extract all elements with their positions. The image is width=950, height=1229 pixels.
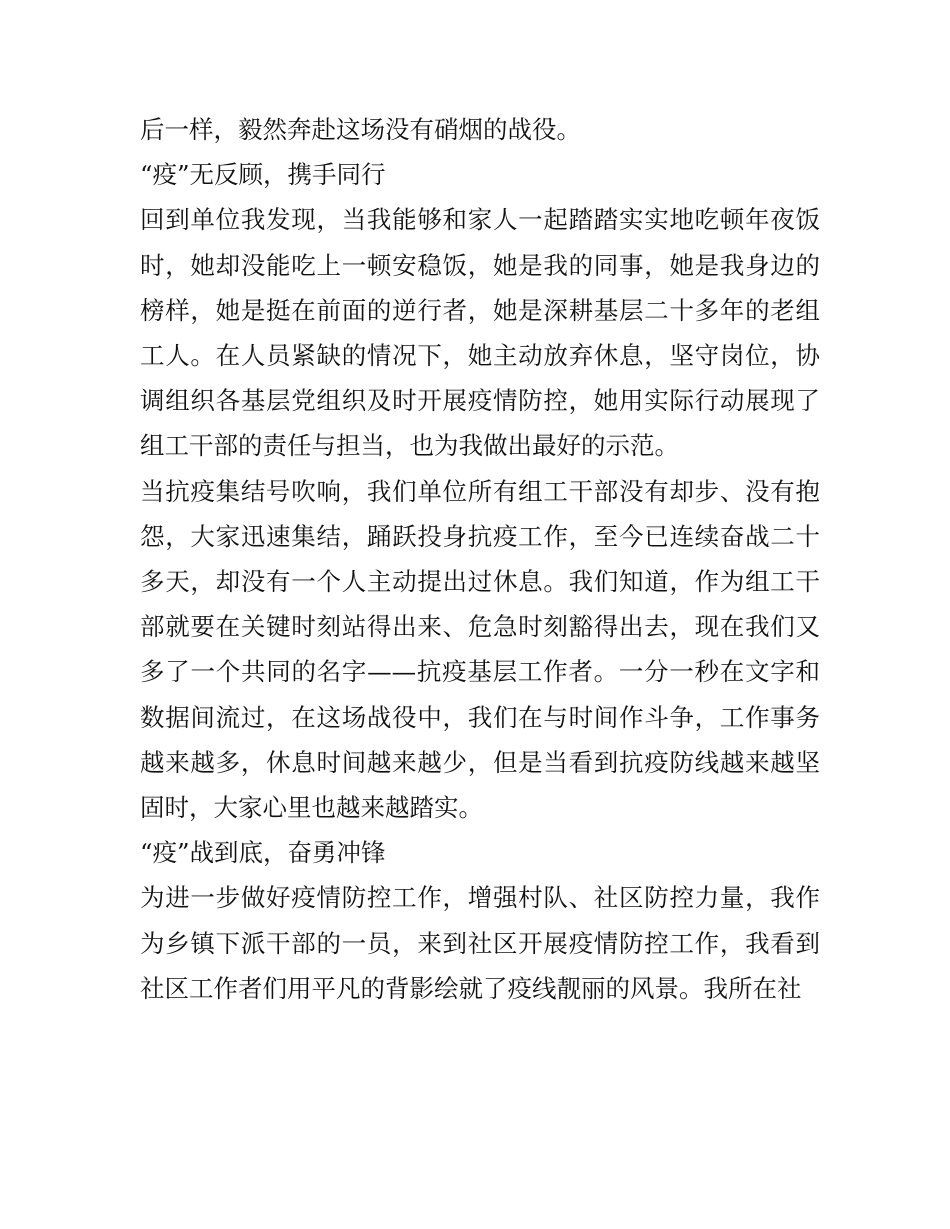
paragraph: 当抗疫集结号吹响，我们单位所有组工干部没有却步、没有抱怨，大家迅速集结，踊跃投身抗疫工作，至今已连续奋战二十多天，却没有一个人主动提出过休息。我们知道，作为组工干部就要在关键时刻站得出来、危急时刻豁得出去，现在我们又多了一个共同的名字——抗疫基层工作者。一分一秒在文字和数据间流过，在这场战役中，我们在与时间作斗争，工作事务越来越多，休息时间越来越少，但是当看到抗疫防线越来越坚固时，大家心里也越来越踏实。 bbox=[140, 476, 820, 823]
paragraph: 回到单位我发现，当我能够和家人一起踏踏实实地吃顿年夜饭时，她却没能吃上一顿安稳饭，她是我的同事，她是我身边的榜样，她是挺在前面的逆行者，她是深耕基层二十多年的老组工人。在人员紧缺的情况下，她主动放弃休息，坚守岗位，协调组织各基层党组织及时开展疫情防控，她用实际行动展现了组工干部的责任与担当，也为我做出最好的示范。 bbox=[140, 205, 820, 461]
paragraph: 为进一步做好疫情防控工作，增强村队、社区防控力量，我作为乡镇下派干部的一员，来到社区开展疫情防控工作，我看到社区工作者们用平凡的背影绘就了疫线靓丽的风景。我所在社 bbox=[140, 883, 820, 1003]
paragraph-continuation: 后一样，毅然奔赴这场没有硝烟的战役。 bbox=[140, 115, 581, 144]
document-body bbox=[140, 107, 820, 1011]
section-heading-2: “疫”战到底，奋勇冲锋 bbox=[140, 838, 386, 868]
section-heading-1: “疫”无反顾，携手同行 bbox=[140, 160, 386, 190]
